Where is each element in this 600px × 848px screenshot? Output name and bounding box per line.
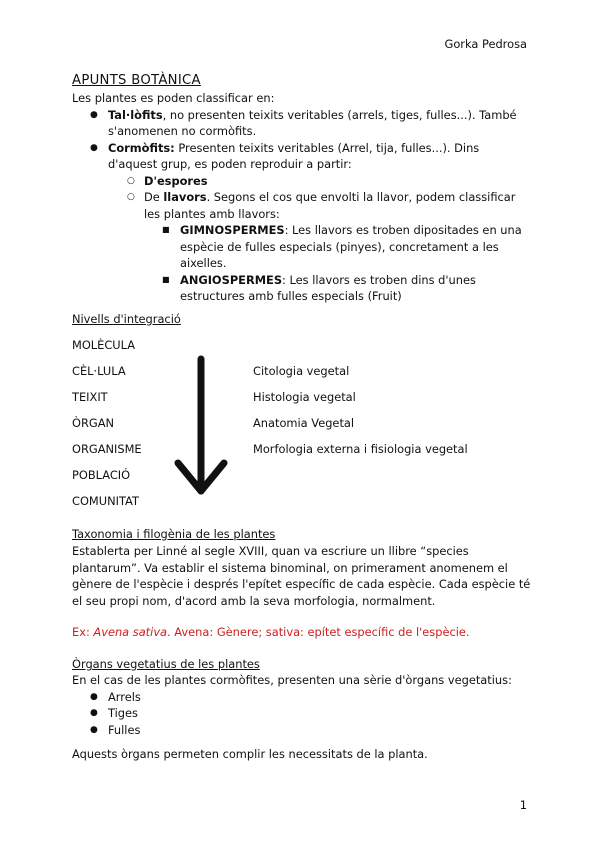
classification-section (72, 90, 532, 305)
gimno-term: GIMNOSPERMES (180, 223, 285, 237)
down-arrow-icon (172, 355, 232, 500)
intro-text: Les plantes es poden classificar en: (72, 91, 275, 105)
llavors-pre: De (144, 190, 164, 204)
level-label: TEIXIT (72, 390, 108, 404)
example-species: Avena sativa (93, 625, 168, 639)
organs-section (72, 672, 532, 738)
angio-term: ANGIOSPERMES (180, 272, 283, 287)
list-item: ● Arrels (72, 689, 532, 706)
angio-text: : Les llavors es troben dins d'unes estructures amb fulles especials (Fruit) (180, 272, 476, 303)
list-item: ● Fulles (72, 722, 532, 739)
llavors-term: llavors (163, 190, 207, 204)
cormofits-term: Cormòfits: (108, 140, 175, 155)
talofits-text: , no presenten teixits veritables (arrels, tiges, fulles...). També s'anomenen no cormòfits. (108, 107, 517, 138)
list-item-llavors (72, 189, 532, 222)
level-label: ORGANISME (72, 442, 142, 456)
list-item-espores (72, 173, 532, 190)
llavors-text: . Segons el cos que envolti la llavor, podem classificar les plantes amb llavors: (144, 190, 516, 221)
level-label: CÈL·LULA (72, 364, 126, 378)
level-description: Morfologia externa i fisiologia vegetal (253, 442, 468, 456)
classification-list (72, 107, 532, 305)
example-line (72, 624, 532, 641)
list-item-angiospermes (72, 272, 532, 305)
organs-list (72, 689, 532, 739)
organs-closing: Aquests òrgans permeten complir les necessitats de la planta. (72, 747, 428, 761)
list-item-talofits (72, 107, 532, 140)
level-description: Histologia vegetal (253, 390, 356, 404)
organs-intro: En el cas de les plantes cormòfites, presenten una sèrie d'òrgans vegetatius: (72, 673, 512, 687)
list-item: ● Tiges (72, 705, 532, 722)
page-number: 1 (519, 798, 527, 812)
taxonomy-paragraph: Establerta per Linné al segle XVIII, quan va escriure un llibre “species plantarum”. Va establir el sistema binominal, on primerament anomenem el gènere de l'espècie i després l'epítet específic de cada espècie. Cada espècie té el seu propi nom, d'acord amb la seva morfologia, normalment. (72, 544, 531, 608)
example-rest: . Avena: Gènere; sativa: epítet específic de l'espècie. (167, 625, 470, 639)
list-item-gimnospermes (72, 222, 532, 272)
level-description: Anatomia Vegetal (253, 416, 355, 430)
header-author: Gorka Pedrosa (444, 37, 527, 51)
example-prefix: Ex: (72, 625, 94, 639)
level-label: COMUNITAT (72, 494, 139, 508)
list-item-cormofits (72, 140, 532, 173)
organs-heading: Òrgans vegetatius de les plantes (72, 657, 260, 671)
cormofits-text: Presenten teixits veritables (Arrel, tija, fulles...). Dins d'aquest grup, es poden reproduir a partir: (108, 140, 480, 171)
integration-heading: Nivells d'integració (72, 312, 181, 326)
page-title: APUNTS BOTÀNICA (72, 73, 201, 88)
gimno-text: : Les llavors es troben dipositades en una espècie de fulles especials (pinyes), concretament a les aixelles. (180, 223, 522, 270)
taxonomy-heading: Taxonomia i filogènia de les plantes (72, 527, 276, 541)
talofits-term: Tal·lòfits (108, 107, 163, 122)
level-label: POBLACIÓ (72, 468, 131, 482)
level-label: MOLÈCULA (72, 338, 136, 352)
level-description: Citologia vegetal (253, 364, 350, 378)
espores-term: D'espores (144, 173, 208, 188)
level-label: ÒRGAN (72, 416, 115, 430)
